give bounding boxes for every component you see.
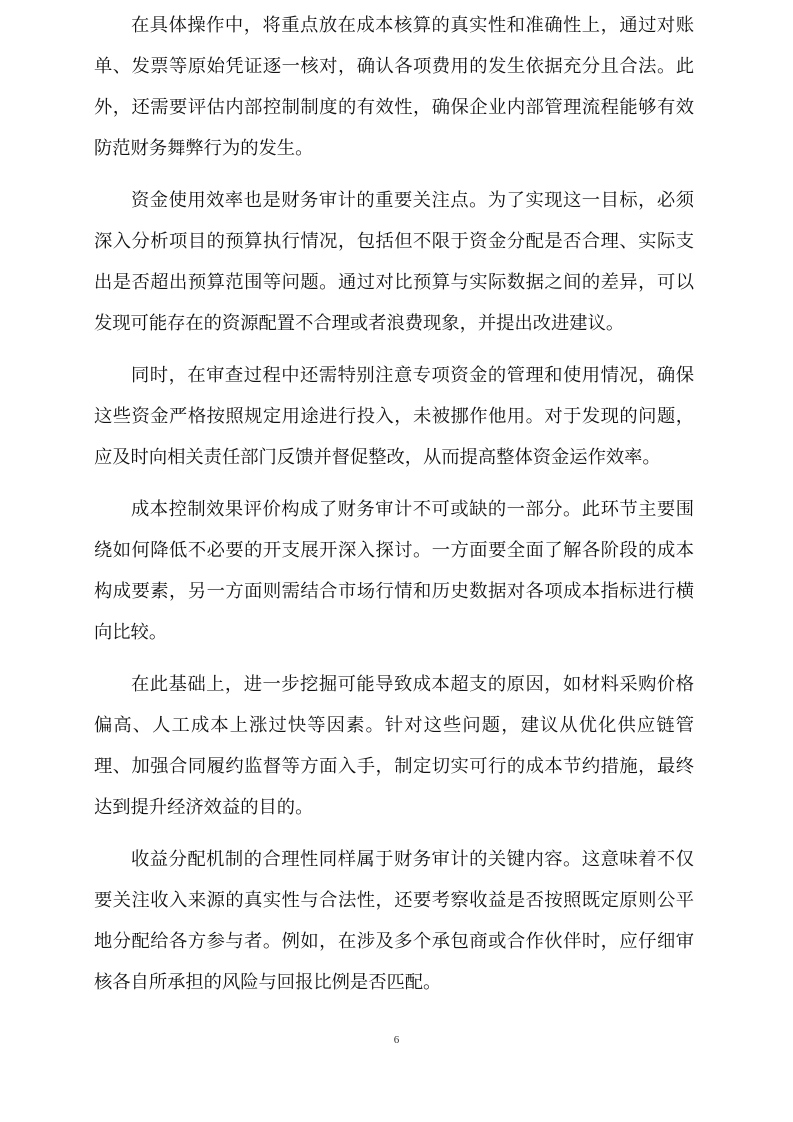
- text-line: 偏高、人工成本上涨过快等因素。针对这些问题，建议从优化供应链管: [94, 715, 694, 736]
- text-line: 向比较。: [94, 622, 168, 643]
- paragraph: [94, 489, 694, 653]
- text-line: 构成要素，另一方面则需结合市场行情和历史数据对各项成本指标进行横: [94, 581, 694, 602]
- text-line: 地分配给各方参与者。例如，在涉及多个承包商或合作伙伴时，应仔细审: [94, 931, 694, 952]
- paragraph: [94, 180, 694, 344]
- paragraph: [94, 839, 694, 1003]
- text-line: 单、发票等原始凭证逐一核对，确认各项费用的发生依据充分且合法。此: [94, 56, 694, 77]
- paragraph: [94, 355, 694, 478]
- text-line: 在此基础上，进一步挖掘可能导致成本超支的原因，如材料采购价格: [131, 674, 694, 695]
- text-line: 同时，在审查过程中还需特别注意专项资金的管理和使用情况，确保: [131, 365, 694, 386]
- text-line: 理、加强合同履约监督等方面入手，制定切实可行的成本节约措施，最终: [94, 756, 694, 777]
- text-line: 成本控制效果评价构成了财务审计不可或缺的一部分。此环节主要围: [131, 499, 694, 520]
- text-line: 防范财务舞弊行为的发生。: [94, 138, 314, 159]
- text-line: 绕如何降低不必要的开支展开深入探讨。一方面要全面了解各阶段的成本: [94, 540, 694, 561]
- page-number: 6: [393, 1034, 400, 1046]
- paragraph: [94, 664, 694, 828]
- paragraph: [94, 5, 694, 169]
- text-line: 核各自所承担的风险与回报比例是否匹配。: [94, 972, 442, 993]
- text-line: 外，还需要评估内部控制制度的有效性，确保企业内部管理流程能够有效: [94, 97, 694, 118]
- text-line: 达到提升经济效益的目的。: [94, 797, 314, 818]
- body-text: [94, 5, 694, 1014]
- text-line: 应及时向相关责任部门反馈并督促整改，从而提高整体资金运作效率。: [94, 447, 661, 468]
- text-line: 收益分配机制的合理性同样属于财务审计的关键内容。这意味着不仅: [131, 849, 694, 870]
- text-line: 深入分析项目的预算执行情况，包括但不限于资金分配是否合理、实际支: [94, 231, 694, 252]
- text-line: 发现可能存在的资源配置不合理或者浪费现象，并提出改进建议。: [94, 313, 625, 334]
- text-line: 出是否超出预算范围等问题。通过对比预算与实际数据之间的差异，可以: [94, 272, 694, 293]
- text-line: 要关注收入来源的真实性与合法性，还要考察收益是否按照既定原则公平: [94, 890, 694, 911]
- text-line: 在具体操作中，将重点放在成本核算的真实性和准确性上，通过对账: [131, 15, 694, 36]
- text-line: 资金使用效率也是财务审计的重要关注点。为了实现这一目标，必须: [131, 190, 694, 211]
- text-line: 这些资金严格按照规定用途进行投入，未被挪作他用。对于发现的问题，: [94, 406, 694, 427]
